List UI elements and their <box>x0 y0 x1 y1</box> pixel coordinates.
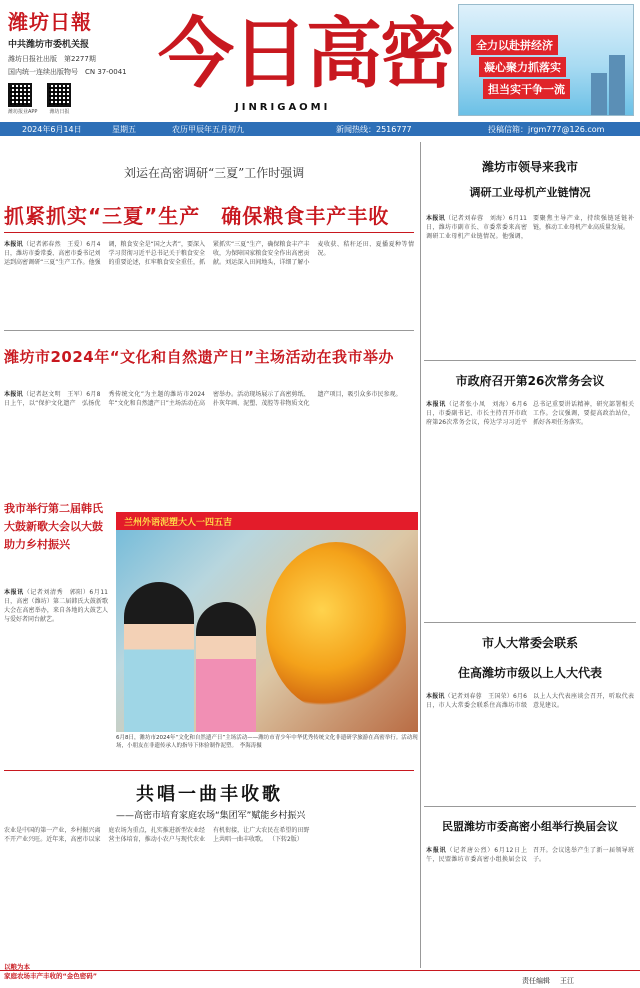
child-figure <box>124 582 194 732</box>
farm-box-subtitle: 家庭农场丰产丰收的“金色密码” <box>4 972 98 980</box>
title-pinyin: JINRIGAOMI <box>235 102 331 113</box>
league-byline: 本报讯 <box>426 847 447 854</box>
lead-article <box>4 240 414 324</box>
drum-byline: 本报讯 <box>4 589 24 596</box>
meeting-byline: 本报讯 <box>426 401 446 408</box>
masthead <box>0 0 640 122</box>
qr-app[interactable] <box>8 83 37 115</box>
submission-email: 投稿信箱：jrgm777@126.com <box>488 125 605 134</box>
farm-box-title: 以粮为本 <box>4 963 30 971</box>
lead-text: （记者郭春然 王爱）6月4日，潍坊市委常委、高密市委书记刘运到高密调研“三夏”生产工作。他强调，粮食安全是“国之大者”，要深入学习贯彻习近平总书记关于粮食安全的重要论述，扛牢粮食安全重任，抓紧抓实“三夏”生产，确保粮食丰产丰收，为保障国家粮食安全作出高密贡献。刘运深入田间地头，详细了解小麦收获、秸秆还田、夏播夏种等情况。 <box>4 241 414 266</box>
ad-slogan: 凝心聚力抓落实 <box>479 57 566 77</box>
column-divider <box>420 142 421 968</box>
date-bar <box>0 122 640 136</box>
farm-article <box>4 826 414 958</box>
publisher-info <box>8 6 140 118</box>
qr-label-paper: 潍坊日报 <box>49 109 70 115</box>
photo-caption: 6月8日，潍坊市2024年“文化和自然遗产日”主场活动——潍坊市青少年中华优秀传统文化非遗研学旅游在高密举行。活动现场，小朋友在非遗传承人的指导下体验制作泥塑。 李海涛摄 <box>116 735 418 749</box>
divider <box>424 806 636 807</box>
drum-article <box>4 588 108 766</box>
news-hotline: 新闻热线：2516777 <box>336 125 412 134</box>
ad-slogan: 全力以赴拼经济 <box>471 35 558 55</box>
editor-name: 王江 <box>560 977 574 985</box>
divider <box>424 360 636 361</box>
photo-banner-text: 兰州外语泥塑大人一四五吉 <box>116 512 418 530</box>
news-photo <box>116 512 418 732</box>
meeting-headline: 市政府召开第26次常务会议 <box>455 374 605 388</box>
building-graphic <box>609 55 625 115</box>
visit-text: （记者刘春蓉 刘海）6月11日，潍坊市副市长、市委常委来高密调研工业母机产业链情况。他强调，要聚焦主导产业，持续强链延链补链，推动工业母机产业高质量发展。 <box>426 215 634 240</box>
league-text: （记者唐公烈）6月12日上午，民盟潍坊市委高密小组换届会议召开。会议选举产生了新一届领导班子。 <box>426 847 634 863</box>
lead-byline: 本报讯 <box>4 241 23 248</box>
ad-slogan: 担当实干争一流 <box>483 79 570 99</box>
qr-codes <box>8 83 140 115</box>
meeting-article <box>426 400 634 610</box>
page-footer <box>0 970 640 988</box>
lead-headline: 抓紧抓实“三夏”生产 确保粮食丰产丰收 <box>4 204 390 228</box>
brand-logo: 潍坊日報 <box>8 10 92 34</box>
league-headline: 民盟潍坊市委高密小组举行换届会议 <box>442 820 618 833</box>
npc-article <box>426 692 634 796</box>
continued-note: （下转2版） <box>268 836 303 843</box>
npc-headline-1: 市人大常委会联系 <box>481 636 578 650</box>
farm-subhead: ——高密市培育家庭农场“集团军”赋能乡村振兴 <box>116 811 306 821</box>
divider <box>4 770 414 771</box>
visit-headline-1: 潍坊市领导来我市 <box>481 160 578 174</box>
ad-banner[interactable] <box>458 4 634 116</box>
visit-byline: 本报讯 <box>426 215 446 222</box>
heritage-text: （记者赵文明 王军）6月8日上午，以“保护文化遗产 弘扬优秀传统文化”为主题的潍坊市2024年“文化和自然遗产日”主场活动在高密举办。活动现场展示了高密剪纸、扑灰年画、泥塑、茂腔等非物质文化遗产项目，吸引众多市民参观。 <box>4 391 402 407</box>
heritage-article <box>4 390 414 502</box>
meeting-text: （记者张小凤 刘海）6月6日，市委副书记、市长主持召开市政府第26次常务会议，传达学习习近平总书记重要讲话精神，研究部署相关工作。会议强调，要提高政治站位，抓好各项任务落实。 <box>426 401 634 426</box>
date: 2024年6月14日 <box>22 125 82 134</box>
farm-headline: 共唱一曲丰收歌 <box>136 784 283 805</box>
page-title: 今日高密 <box>158 9 454 98</box>
drum-text: （记者刘清秀 郭阳）6月11日，高密（潍坊）第二届韩氏大鼓新歌大会在高密举办，来自各地的大鼓艺人与爱好者同台献艺。 <box>4 589 108 623</box>
lead-kicker: 刘运在高密调研“三夏”工作时强调 <box>124 166 305 180</box>
npc-byline: 本报讯 <box>426 693 445 700</box>
building-graphic <box>591 73 607 115</box>
cn-number: 国内统一连续出版物号 CN 37-0041 <box>8 68 127 76</box>
weekday: 星期五 <box>112 125 136 134</box>
editor-label: 责任编辑 <box>522 977 550 985</box>
npc-text: （记者刘春蓉 王国荣）6月6日，市人大常委会联系住高潍坊市级以上人大代表座谈会召开，听取代表意见建议。 <box>426 693 634 709</box>
divider <box>424 622 636 623</box>
qr-label-app: 潍坊报业APP <box>8 109 38 115</box>
qr-code-icon <box>8 83 32 107</box>
qr-code-icon <box>47 83 71 107</box>
drum-headline: 我市举行第二届韩氏大鼓新歌大会以大鼓助力乡村振兴 <box>4 502 103 551</box>
visit-article <box>426 214 634 348</box>
divider <box>4 232 414 233</box>
heritage-headline: 潍坊市2024年“文化和自然遗产日”主场活动在我市举办 <box>4 348 394 366</box>
child-figure <box>196 602 256 732</box>
divider <box>4 330 414 331</box>
brand-subtitle: 中共潍坊市委机关报 <box>8 40 90 50</box>
farm-text: 农业是中国的第一产业，乡村振兴离不开产业兴旺。近年来，高密市以家庭农场为重点，扎实推进新型农业经营主体培育，推动小农户与现代农业有机衔接，让广大农民在希望的田野上共唱一曲丰收歌。 <box>4 827 310 843</box>
heritage-byline: 本报讯 <box>4 391 23 398</box>
issue-number: 潍坊日报社出版 第2277期 <box>8 55 96 63</box>
dragon-sculpture <box>266 542 406 712</box>
league-article <box>426 846 634 964</box>
visit-headline-2: 调研工业母机产业链情况 <box>469 186 591 199</box>
qr-paper[interactable] <box>47 83 71 115</box>
lunar-date: 农历甲辰年五月初九 <box>172 125 244 134</box>
npc-headline-2: 住高潍坊市级以上人大代表 <box>457 666 602 680</box>
